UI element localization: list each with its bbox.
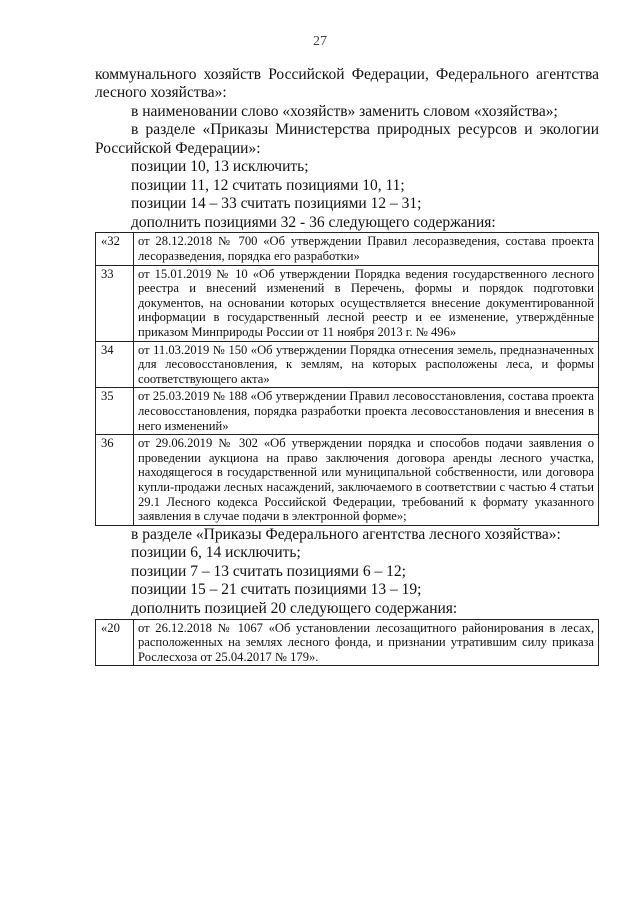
document-body bbox=[95, 66, 599, 666]
row-text: от 11.03.2019 № 150 «Об утверждении Порядка отнесения земель, предназначенных для лесовосстановления, к землям, на которых расположены леса, и формы соответствующего акта» bbox=[134, 341, 599, 388]
table-row bbox=[96, 435, 599, 526]
row-number: 33 bbox=[96, 265, 134, 341]
table-row bbox=[96, 619, 599, 666]
page-number: 27 bbox=[313, 34, 327, 49]
paragraph-intro-3: в разделе «Приказы Министерства природных ресурсов и экологии Российской Федерации»: bbox=[95, 121, 599, 157]
table-row bbox=[96, 265, 599, 341]
instruction-line-2: позиции 11, 12 считать позициями 10, 11; bbox=[131, 176, 405, 194]
section2-line-3: позиции 7 – 13 считать позициями 6 – 12; bbox=[131, 562, 406, 580]
table-row bbox=[96, 341, 599, 388]
instruction-line-1: позиции 10, 13 исключить; bbox=[131, 158, 309, 176]
section2-line-2: позиции 6, 14 исключить; bbox=[131, 544, 301, 562]
table-row bbox=[96, 233, 599, 265]
section2-line-1: в разделе «Приказы Федерального агентства лесного хозяйства»: bbox=[131, 525, 561, 543]
row-text: от 26.12.2018 № 1067 «Об установлении лесозащитного районирования в лесах, расположенных на землях лесного фонда, и признании утратившим силу приказа Рослесхоза от 25.04.2017 № 179». bbox=[134, 619, 599, 666]
row-text: от 28.12.2018 № 700 «Об утверждении Правил лесоразведения, состава проекта лесоразведения, порядка его разработки» bbox=[134, 233, 599, 265]
amendment-table-2 bbox=[95, 619, 599, 667]
row-number: 35 bbox=[96, 388, 134, 435]
paragraph-intro-2: в наименовании слово «хозяйств» заменить словом «хозяйства»; bbox=[131, 102, 558, 120]
instruction-line-4: дополнить позициями 32 - 36 следующего содержания: bbox=[131, 213, 496, 231]
amendment-table-1 bbox=[95, 232, 599, 525]
row-text: от 15.01.2019 № 10 «Об утверждении Порядка ведения государственного лесного реестра и внесений изменений в Перечень, формы и порядок подготовки документов, на основании которых осуществляется внесение документированной информации в государственный лесной реестр и ее изменение, утверждённые приказом Минприроды России от 11 ноября 2013 г. № 496» bbox=[134, 265, 599, 341]
instruction-line-3: позиции 14 – 33 считать позициями 12 – 31; bbox=[131, 195, 422, 213]
row-number: 34 bbox=[96, 341, 134, 388]
row-number: «32 bbox=[96, 233, 134, 265]
row-number: «20 bbox=[96, 619, 134, 666]
row-text: от 29.06.2019 № 302 «Об утверждении порядка и способов подачи заявления о проведении аукциона на право заключения договора аренды лесного участка, находящегося в государственной или муниципальной собственности, или договора купли-продажи лесных насаждений, заключаемого в соответствии с частью 4 статьи 29.1 Лесного кодекса Российской Федерации, требований к формату указанного заявления в случае подачи в электронной форме»; bbox=[134, 435, 599, 526]
row-number: 36 bbox=[96, 435, 134, 526]
row-text: от 25.03.2019 № 188 «Об утверждении Правил лесовосстановления, состава проекта лесовосстановления, порядка разработки проекта лесовосстановления и внесения в него изменений» bbox=[134, 388, 599, 435]
paragraph-intro-1: коммунального хозяйств Российской Федерации, Федерального агентства лесного хозяйства»: bbox=[95, 66, 599, 102]
table-row bbox=[96, 388, 599, 435]
section2-line-4: позиции 15 – 21 считать позициями 13 – 19; bbox=[131, 581, 422, 599]
section2-line-5: дополнить позицией 20 следующего содержания: bbox=[131, 600, 458, 618]
